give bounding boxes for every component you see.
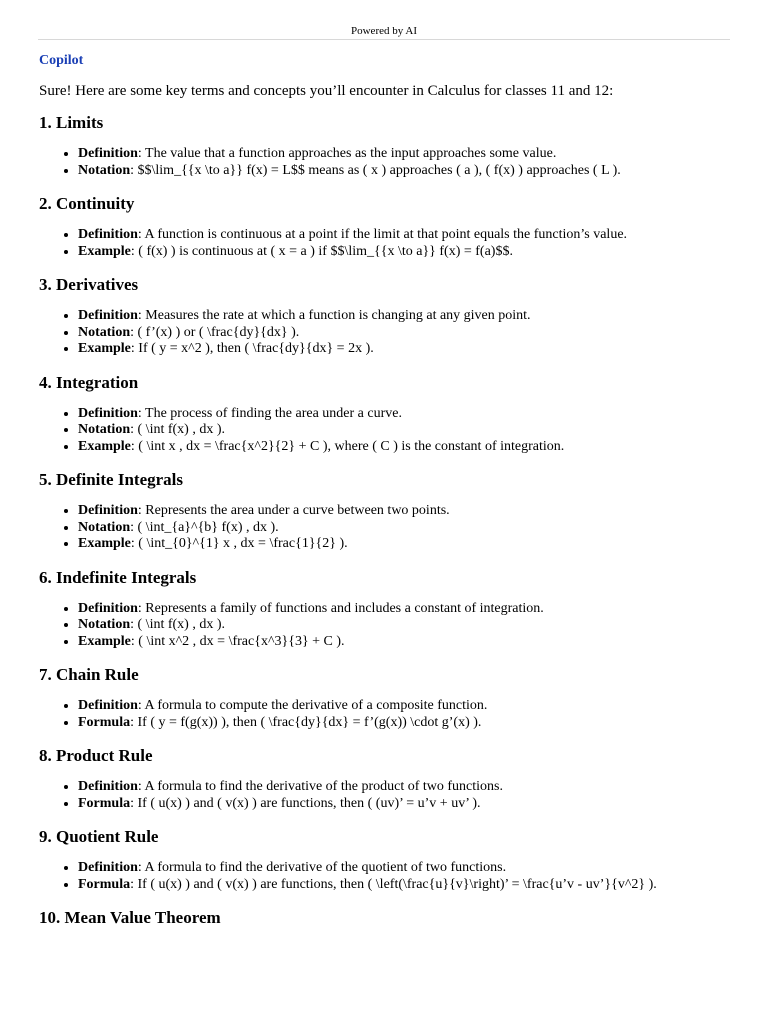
term-label: Definition	[78, 146, 138, 161]
list-item	[78, 244, 739, 261]
list-item	[78, 163, 739, 180]
list-item	[78, 406, 739, 423]
term-text: : A formula to find the derivative of the product of two functions.	[137, 779, 503, 794]
term-label: Definition	[78, 308, 138, 323]
term-text: : If ( u(x) ) and ( v(x) ) are functions, then ( (uv)’ = u’v + uv’ ).	[130, 795, 481, 811]
section-list	[39, 860, 739, 893]
list-item	[78, 325, 739, 342]
term-label: Definition	[78, 405, 138, 421]
term-text: : ( \int x^2 , dx = \frac{x^3}{3} + C ).	[130, 633, 345, 649]
list-item	[78, 715, 739, 732]
term-label: Notation	[78, 324, 131, 340]
term-label: Notation	[78, 162, 131, 178]
term-label: Definition	[78, 600, 138, 616]
term-label: Formula	[78, 714, 131, 730]
term-text: : $$\lim_{{x \to a}} f(x) = L$$ means as ( x ) approaches ( a ), ( f(x) ) approaches ( L ).	[130, 162, 621, 178]
section-heading: 3. Derivatives	[39, 275, 139, 294]
section-heading: 4. Integration	[39, 372, 139, 392]
section-list	[39, 779, 739, 812]
list-item	[78, 520, 739, 537]
section-heading: 8. Product Rule	[39, 746, 153, 765]
term-label: Example	[78, 243, 131, 259]
term-label: Notation	[78, 519, 131, 535]
section-list	[39, 227, 739, 260]
term-label: Formula	[78, 795, 131, 811]
term-text: : ( f(x) ) is continuous at ( x = a ) if $$\lim_{{x \to a}} f(x) = f(a)$$.	[130, 243, 513, 259]
term-text: : If ( u(x) ) and ( v(x) ) are functions, then ( \left(\frac{u}{v}\right)’ = \frac{u’v - uv’}{v^2} ).	[130, 876, 657, 892]
term-label: Formula	[78, 876, 131, 892]
section-list	[39, 601, 739, 651]
term-label: Definition	[78, 779, 138, 794]
list-item	[78, 779, 739, 796]
term-text: : Measures the rate at which a function is changing at any given point.	[137, 308, 531, 323]
term-label: Example	[78, 633, 131, 649]
section-heading: 2. Continuity	[39, 194, 135, 213]
term-label: Notation	[78, 617, 131, 632]
list-item	[78, 503, 739, 520]
list-item	[78, 536, 739, 553]
copilot-label: Copilot	[39, 53, 84, 68]
term-label: Example	[78, 341, 131, 356]
term-text: : ( \int_{0}^{1} x , dx = \frac{1}{2} ).	[130, 536, 348, 551]
section-heading: 5. Definite Integrals	[39, 470, 184, 489]
term-text: : ( f’(x) ) or ( \frac{dy}{dx} ).	[130, 324, 300, 340]
list-item	[78, 341, 739, 358]
list-item	[78, 227, 739, 244]
term-label: Notation	[78, 422, 131, 437]
list-item	[78, 308, 739, 325]
term-text: : ( \int x , dx = \frac{x^2}{2} + C ), where ( C ) is the constant of integration.	[130, 438, 565, 454]
term-text: : The value that a function approaches as the input approaches some value.	[137, 146, 557, 161]
term-text: : If ( y = x^2 ), then ( \frac{dy}{dx} = 2x ).	[130, 341, 374, 356]
list-item	[78, 877, 739, 894]
list-item	[78, 422, 739, 439]
section-heading: 1. Limits	[39, 113, 104, 132]
term-label: Example	[78, 438, 131, 454]
section-list	[39, 406, 739, 456]
term-label: Definition	[78, 227, 138, 242]
powered-by-header: Powered by AI	[38, 24, 730, 40]
section-list	[39, 308, 739, 358]
term-text: : A formula to find the derivative of the quotient of two functions.	[137, 860, 507, 875]
term-text: : The process of finding the area under a curve.	[137, 405, 402, 421]
term-label: Definition	[78, 860, 138, 875]
section-heading: 10. Mean Value Theorem	[39, 908, 221, 927]
term-label: Definition	[78, 503, 138, 518]
term-text: : Represents a family of functions and includes a constant of integration.	[137, 600, 544, 616]
term-text: : ( \int f(x) , dx ).	[130, 617, 225, 632]
section-heading: 9. Quotient Rule	[39, 827, 159, 846]
list-item	[78, 601, 739, 618]
list-item	[78, 439, 739, 456]
section-heading: 7. Chain Rule	[39, 665, 139, 684]
term-text: : Represents the area under a curve between two points.	[137, 503, 450, 518]
term-text: : A function is continuous at a point if the limit at that point equals the function’s value.	[137, 227, 628, 242]
sections-container	[39, 113, 739, 928]
list-item	[78, 146, 739, 163]
section-list	[39, 503, 739, 553]
section-list	[39, 698, 739, 731]
document-content	[39, 52, 739, 941]
list-item	[78, 617, 739, 634]
list-item	[78, 796, 739, 813]
list-item	[78, 698, 739, 715]
section-list	[39, 146, 739, 179]
term-label: Definition	[78, 698, 138, 713]
term-text: : ( \int_{a}^{b} f(x) , dx ).	[130, 519, 279, 535]
section-heading: 6. Indefinite Integrals	[39, 567, 197, 587]
intro-text: Sure! Here are some key terms and concepts you’ll encounter in Calculus for classes 11 and 12:	[39, 83, 614, 99]
list-item	[78, 634, 739, 651]
term-text: : ( \int f(x) , dx ).	[130, 422, 225, 437]
term-text: : A formula to compute the derivative of a composite function.	[137, 698, 488, 713]
term-label: Example	[78, 536, 131, 551]
list-item	[78, 860, 739, 877]
term-text: : If ( y = f(g(x)) ), then ( \frac{dy}{dx} = f’(g(x)) \cdot g’(x) ).	[130, 714, 482, 730]
